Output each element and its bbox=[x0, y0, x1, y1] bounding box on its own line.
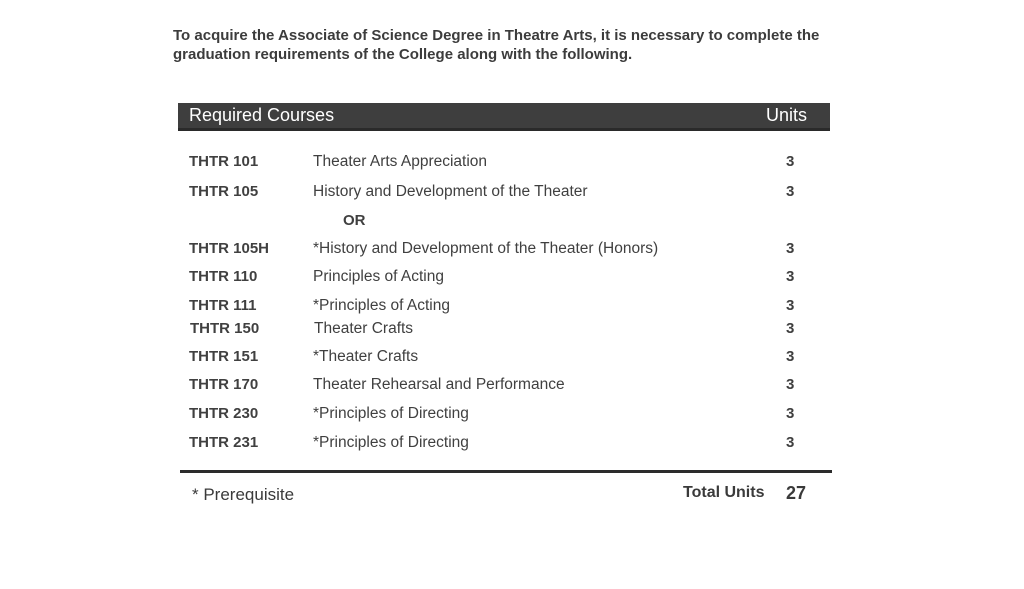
course-title: Theater Rehearsal and Performance bbox=[313, 376, 565, 393]
course-title: *Principles of Directing bbox=[313, 434, 469, 451]
course-code: THTR 231 bbox=[189, 434, 259, 451]
prerequisite-footnote: * Prerequisite bbox=[192, 485, 295, 504]
course-units: 3 bbox=[786, 348, 795, 365]
table-row bbox=[0, 348, 1024, 370]
course-title: *Principles of Directing bbox=[313, 405, 469, 422]
course-title: Theater Crafts bbox=[314, 320, 414, 337]
course-title: Theater Arts Appreciation bbox=[313, 153, 488, 170]
course-units: 3 bbox=[786, 376, 795, 393]
course-code: THTR 170 bbox=[189, 376, 259, 393]
course-title: *Principles of Acting bbox=[313, 297, 450, 314]
table-row bbox=[0, 434, 1024, 456]
course-code: THTR 230 bbox=[189, 405, 259, 422]
course-units: 3 bbox=[786, 240, 795, 257]
course-code: THTR 101 bbox=[189, 153, 259, 170]
or-label: OR bbox=[343, 212, 366, 229]
table-row bbox=[0, 376, 1024, 398]
header-required-courses: Required Courses bbox=[189, 105, 335, 125]
table-row bbox=[0, 320, 1024, 342]
course-units: 3 bbox=[786, 268, 795, 285]
total-units-value: 27 bbox=[786, 483, 807, 503]
course-units: 3 bbox=[786, 405, 795, 422]
course-title: Principles of Acting bbox=[313, 268, 444, 285]
course-units: 3 bbox=[786, 297, 795, 314]
table-row bbox=[0, 405, 1024, 427]
course-code: THTR 150 bbox=[190, 320, 260, 337]
table-row bbox=[0, 240, 1024, 262]
course-code: THTR 105 bbox=[189, 183, 259, 200]
course-units: 3 bbox=[786, 434, 795, 451]
table-bottom-rule bbox=[180, 470, 832, 473]
table-row bbox=[0, 183, 1024, 205]
table-header bbox=[178, 103, 830, 131]
course-title: History and Development of the Theater bbox=[313, 183, 588, 200]
course-units: 3 bbox=[786, 320, 795, 337]
or-separator-row bbox=[0, 212, 1024, 234]
total-units-label: Total Units bbox=[683, 484, 765, 501]
course-code: THTR 111 bbox=[189, 297, 257, 314]
table-row bbox=[0, 268, 1024, 290]
course-title: *Theater Crafts bbox=[313, 348, 419, 365]
table-row bbox=[0, 297, 1024, 319]
course-code: THTR 110 bbox=[189, 268, 258, 285]
header-units: Units bbox=[765, 105, 807, 125]
table-row bbox=[0, 153, 1024, 175]
intro-paragraph: To acquire the Associate of Science Degree in Theatre Arts, it is necessary to complete the graduation requirements of the College along with the following. bbox=[173, 27, 820, 63]
course-code: THTR 151 bbox=[189, 348, 259, 365]
course-title: *History and Development of the Theater (Honors) bbox=[313, 240, 659, 257]
course-code: THTR 105H bbox=[189, 240, 270, 257]
course-units: 3 bbox=[786, 153, 795, 170]
course-units: 3 bbox=[786, 183, 795, 200]
